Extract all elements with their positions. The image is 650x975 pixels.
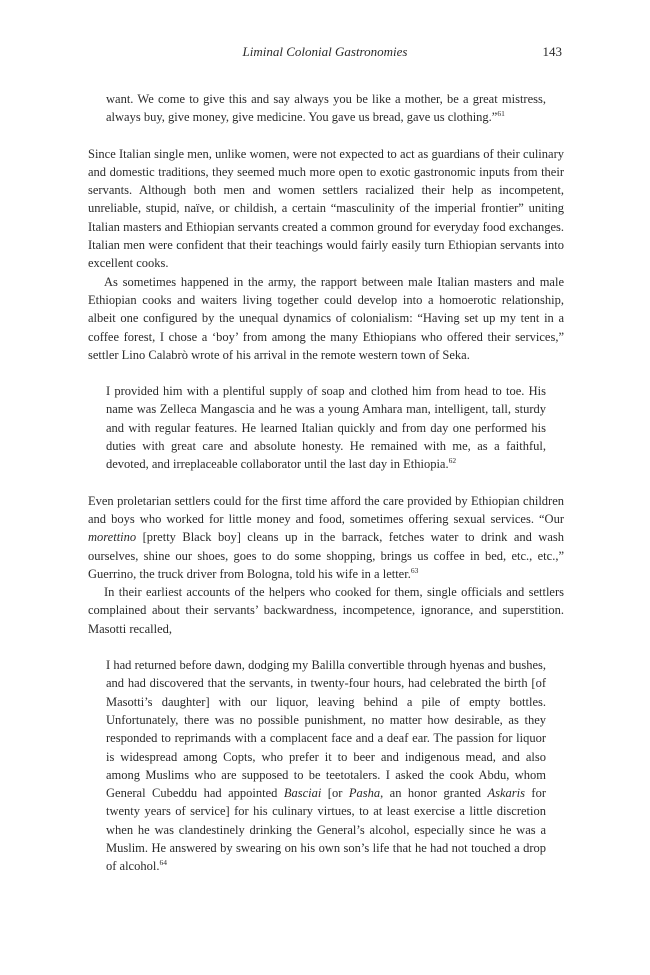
quote-text: want. We come to give this and say always you be like a mother, be a great mistress, always buy, give money, give medicine. You gave us bread, gave us clothing.” — [106, 92, 546, 125]
footnote-marker: 62 — [448, 456, 457, 466]
text-run: for twenty years of service] for his culinary virtues, to at least exercise a little discretion when he was clandestinely drinking the General’s alcohol, especially since he was a Muslim. He answered by swearing on his own son’s life that he had not touched a drop of alcohol. — [106, 786, 546, 874]
italic-term: Pasha — [348, 786, 381, 801]
footnote-marker: 61 — [497, 109, 505, 119]
paragraph: Since Italian single men, unlike women, were not expected to act as guardians of their culinary and domestic traditions, they seemed much more open to exotic gastronomic inputs from their servants. Although both men and women settlers racialized their help as incompetent, unreliable, stupid, naïve, or childish, a certain “masculinity of the imperial frontier” uniting Italian masters and Ethiopian servants created a common ground for everyday food exchanges. Italian men were confident that their teachings would fairly easily turn Ethiopian servants into excellent cooks. — [88, 146, 564, 271]
italic-term: morettino — [88, 530, 137, 545]
body-text — [88, 90, 564, 876]
italic-term: Askaris — [487, 786, 525, 801]
text-run: Even proletarian settlers could for the first time afford the care provided by Ethiopian children and boys who worked for little money and food, sometimes offering sexual services. “Our — [88, 493, 564, 526]
running-title: Liminal Colonial Gastronomies — [242, 44, 408, 59]
page-number: 143 — [542, 44, 562, 59]
block-quote — [106, 656, 546, 876]
block-quote — [106, 382, 546, 473]
italic-term: Basciai — [283, 786, 322, 801]
text-run: I had returned before dawn, dodging my Balilla convertible through hyenas and bushes, and had discovered that the servants, in twenty-four hours, had celebrated the birth [of Masotti’s daughter] with our liquor, leaving behind a pile of empty bottles. Unfortunately, there was no possible punishment, no matter how desirable, as they responded to reprimands with a complacent face and a deaf ear. The passion for liquor is widespread among Copts, who prefer it to beer and indigenous mead, and also among Muslims who are supposed to be teetotalers. I asked the cook Abdu, whom General Cubeddu had appointed — [106, 658, 546, 801]
quote-text: I provided him with a plentiful supply of soap and clothed him from head to toe. His name was Zelleca Mangascia and he was a young Amhara man, intelligent, tall, sturdy and with regular features. He learned Italian quickly and from day one performed his duties with great care and absolute honesty. He remained with me, as a faithful, devoted, and irreplaceable collaborator until the last day in Ethiopia. — [106, 384, 546, 472]
text-run: [pretty Black boy] cleans up in the barrack, fetches water to drink and wash ourselves, shine our shoes, goes to do some shopping, brings us coffee in bed, etc., etc.,” Guerrino, the truck driver from Bologna, told his wife in a letter. — [88, 530, 564, 581]
footnote-marker: 63 — [410, 565, 419, 575]
running-head — [88, 44, 562, 64]
text-run: , an honor granted — [380, 786, 488, 801]
block-quote — [106, 90, 546, 127]
footnote-marker: 64 — [159, 858, 167, 868]
text-run: [or — [321, 786, 349, 801]
paragraph: In their earliest accounts of the helpers who cooked for them, single officials and settlers complained about their servants’ backwardness, incompetence, ignorance, and superstition. Masotti recalled, — [88, 585, 564, 636]
paragraph — [88, 492, 564, 583]
paragraph: As sometimes happened in the army, the rapport between male Italian masters and male Ethiopian cooks and waiters living together could develop into a homoerotic relationship, albeit one configured by the unequal dynamics of colonialism: “Having set up my tent in a coffee forest, I chose a ‘boy’ from among the many Ethiopians who offered their services,” settler Lino Calabrò wrote of his arrival in the remote western town of Seka. — [88, 274, 564, 362]
